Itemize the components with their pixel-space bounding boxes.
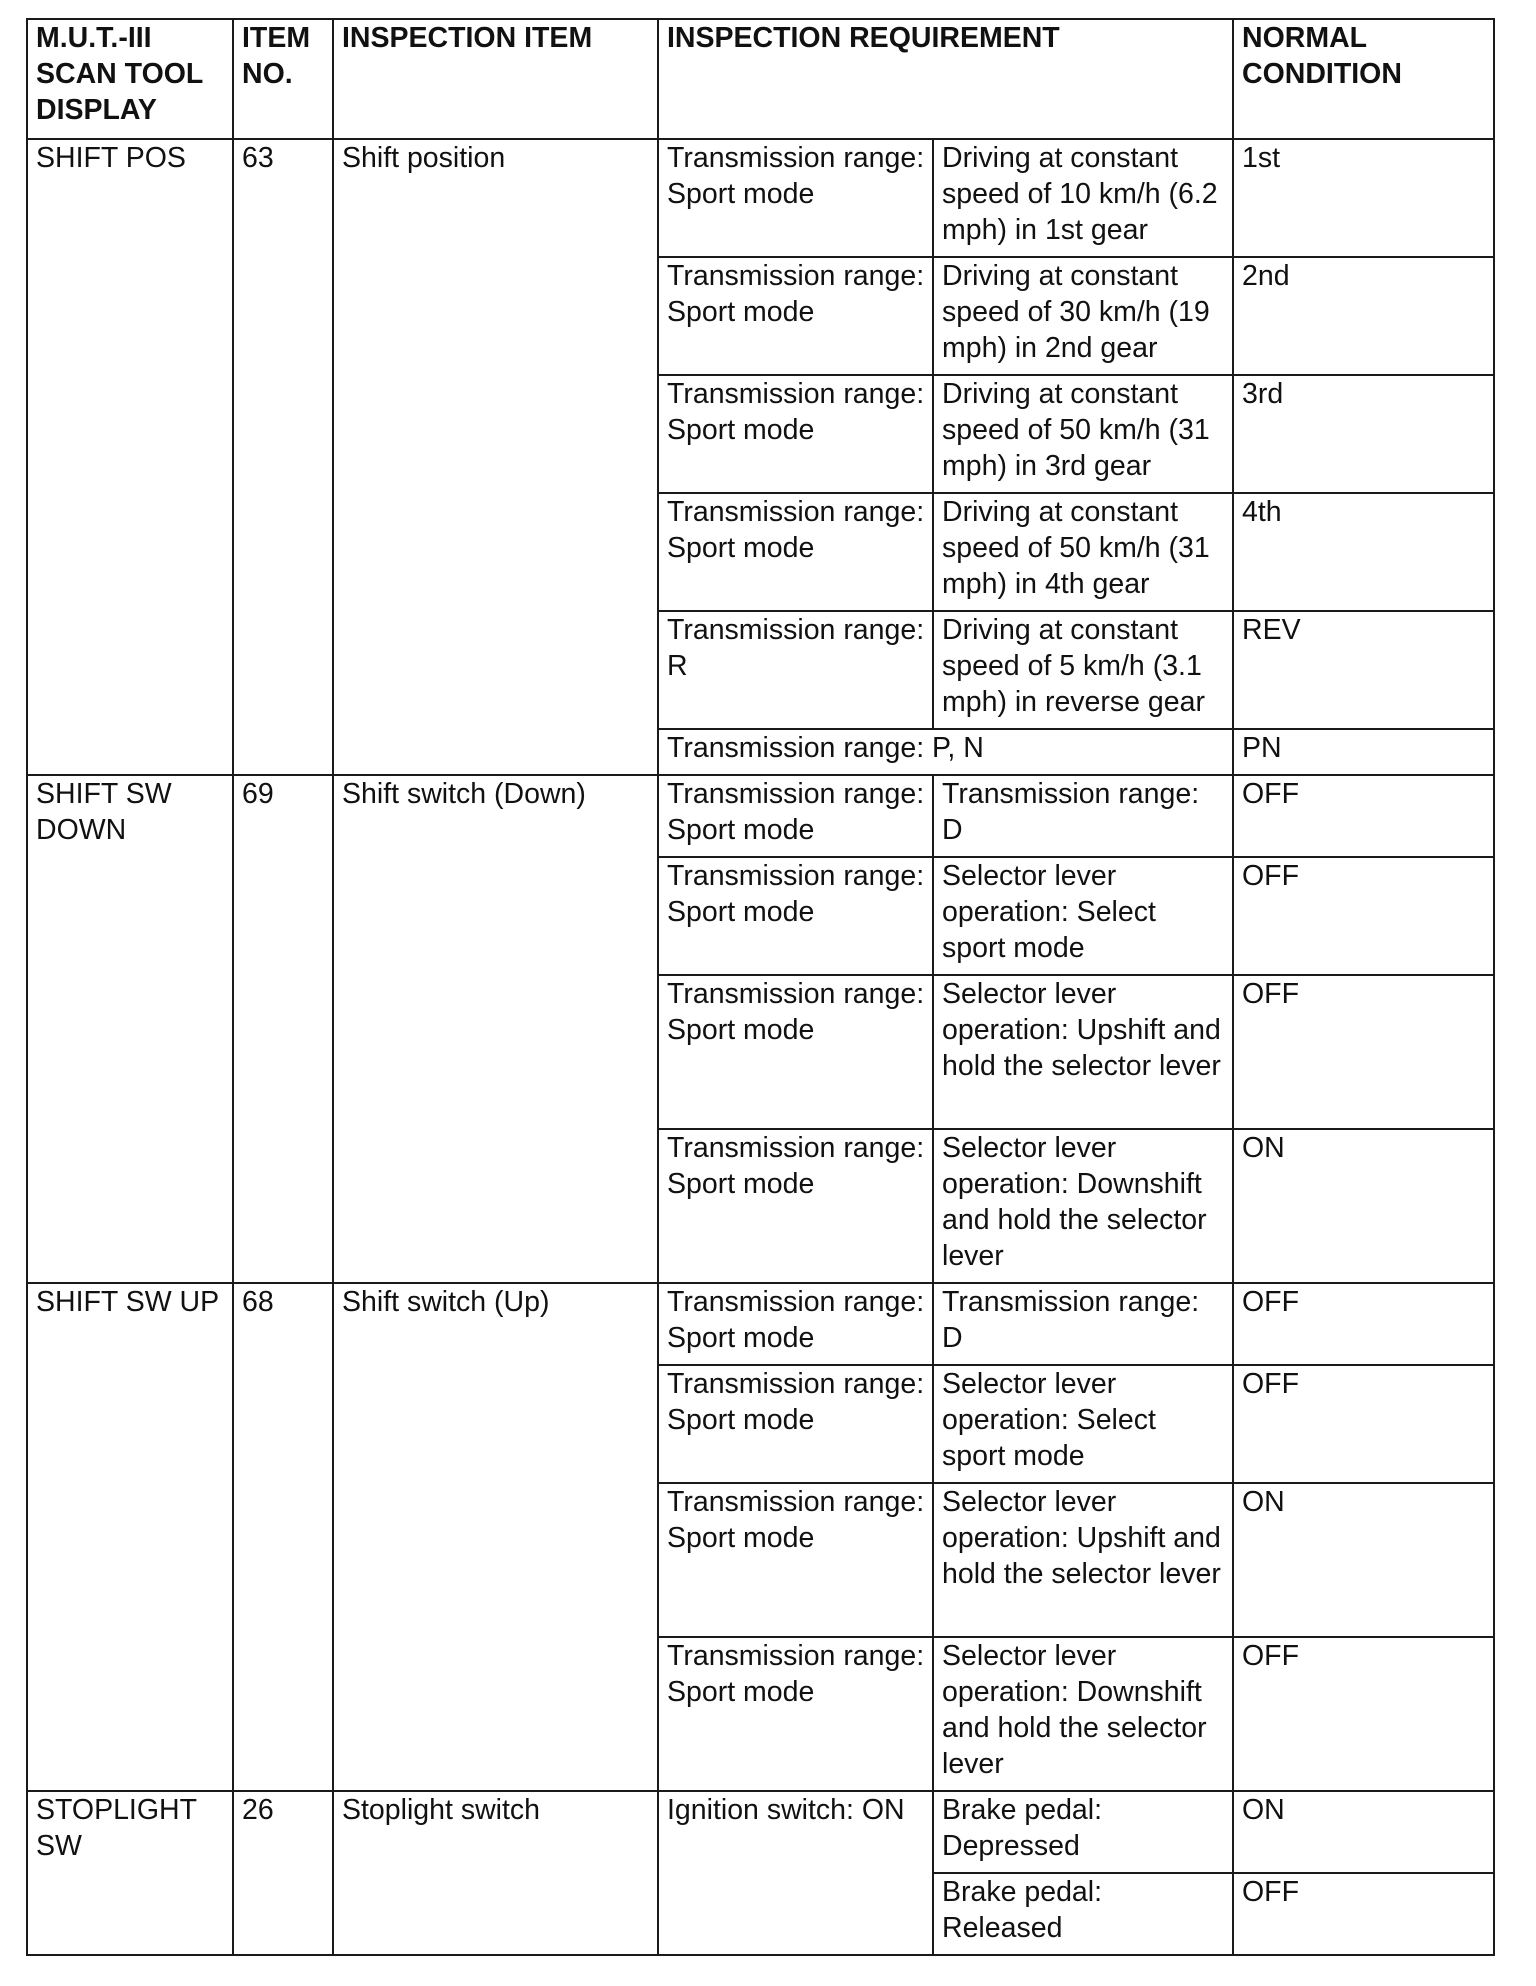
table-row [27, 1791, 1494, 1873]
requirement-detail-cell: Driving at constant speed of 5 km/h (3.1 mph) in reverse gear [933, 611, 1233, 729]
header-row [27, 19, 1494, 139]
normal-condition-cell: OFF [1233, 1637, 1494, 1791]
normal-condition-cell: ON [1233, 1791, 1494, 1873]
normal-condition-cell: OFF [1233, 1873, 1494, 1955]
normal-condition-cell: 4th [1233, 493, 1494, 611]
inspection-item-cell: Shift switch (Down) [333, 775, 658, 1283]
scan-tool-display-cell: SHIFT SW UP [27, 1283, 233, 1791]
item-no-cell: 69 [233, 775, 333, 1283]
item-no-cell: 68 [233, 1283, 333, 1791]
normal-condition-cell: OFF [1233, 775, 1494, 857]
table-row [27, 1283, 1494, 1365]
normal-condition-cell: OFF [1233, 975, 1494, 1129]
scan-tool-display-cell: SHIFT POS [27, 139, 233, 775]
normal-condition-cell: OFF [1233, 1283, 1494, 1365]
requirement-cell: Transmission range: R [658, 611, 933, 729]
inspection-table [26, 18, 1495, 1956]
requirement-cell: Transmission range: Sport mode [658, 775, 933, 857]
normal-condition-cell: OFF [1233, 857, 1494, 975]
requirement-detail-cell: Selector lever operation: Select sport mode [933, 1365, 1233, 1483]
requirement-detail-cell: Driving at constant speed of 50 km/h (31 mph) in 3rd gear [933, 375, 1233, 493]
header-display: M.U.T.-III SCAN TOOL DISPLAY [27, 19, 233, 139]
header-inspection-item: INSPECTION ITEM [333, 19, 658, 139]
requirement-cell: Transmission range: Sport mode [658, 975, 933, 1129]
requirement-detail-cell: Transmission range: D [933, 1283, 1233, 1365]
normal-condition-cell: PN [1233, 729, 1494, 775]
requirement-detail-cell: Brake pedal: Released [933, 1873, 1233, 1955]
inspection-item-cell: Shift switch (Up) [333, 1283, 658, 1791]
requirement-cell: Transmission range: Sport mode [658, 375, 933, 493]
requirement-detail-cell: Selector lever operation: Downshift and hold the selector lever [933, 1129, 1233, 1283]
requirement-detail-cell: Driving at constant speed of 30 km/h (19 mph) in 2nd gear [933, 257, 1233, 375]
table-row [27, 139, 1494, 257]
requirement-detail-cell: Driving at constant speed of 50 km/h (31 mph) in 4th gear [933, 493, 1233, 611]
requirement-detail-cell: Brake pedal: Depressed [933, 1791, 1233, 1873]
item-no-cell: 26 [233, 1791, 333, 1955]
table-row [27, 775, 1494, 857]
requirement-cell: Transmission range: Sport mode [658, 1129, 933, 1283]
requirement-cell: Ignition switch: ON [658, 1791, 933, 1955]
requirement-detail-cell: Selector lever operation: Upshift and hold the selector lever [933, 1483, 1233, 1637]
requirement-cell: Transmission range: Sport mode [658, 493, 933, 611]
normal-condition-cell: 1st [1233, 139, 1494, 257]
requirement-detail-cell: Selector lever operation: Upshift and hold the selector lever [933, 975, 1233, 1129]
header-requirement: INSPECTION REQUIREMENT [658, 19, 1233, 139]
scan-tool-display-cell: STOPLIGHT SW [27, 1791, 233, 1955]
requirement-cell: Transmission range: P, N [658, 729, 1233, 775]
normal-condition-cell: 3rd [1233, 375, 1494, 493]
header-item-no: ITEM NO. [233, 19, 333, 139]
item-no-cell: 63 [233, 139, 333, 775]
normal-condition-cell: ON [1233, 1483, 1494, 1637]
requirement-cell: Transmission range: Sport mode [658, 1365, 933, 1483]
requirement-cell: Transmission range: Sport mode [658, 139, 933, 257]
requirement-cell: Transmission range: Sport mode [658, 857, 933, 975]
requirement-cell: Transmission range: Sport mode [658, 1283, 933, 1365]
normal-condition-cell: ON [1233, 1129, 1494, 1283]
requirement-detail-cell: Selector lever operation: Downshift and hold the selector lever [933, 1637, 1233, 1791]
requirement-cell: Transmission range: Sport mode [658, 257, 933, 375]
requirement-cell: Transmission range: Sport mode [658, 1637, 933, 1791]
requirement-detail-cell: Driving at constant speed of 10 km/h (6.2 mph) in 1st gear [933, 139, 1233, 257]
requirement-cell: Transmission range: Sport mode [658, 1483, 933, 1637]
normal-condition-cell: REV [1233, 611, 1494, 729]
header-normal-condition: NORMAL CONDITION [1233, 19, 1494, 139]
inspection-item-cell: Shift position [333, 139, 658, 775]
normal-condition-cell: OFF [1233, 1365, 1494, 1483]
normal-condition-cell: 2nd [1233, 257, 1494, 375]
requirement-detail-cell: Transmission range: D [933, 775, 1233, 857]
requirement-detail-cell: Selector lever operation: Select sport mode [933, 857, 1233, 975]
scan-tool-display-cell: SHIFT SW DOWN [27, 775, 233, 1283]
inspection-item-cell: Stoplight switch [333, 1791, 658, 1955]
